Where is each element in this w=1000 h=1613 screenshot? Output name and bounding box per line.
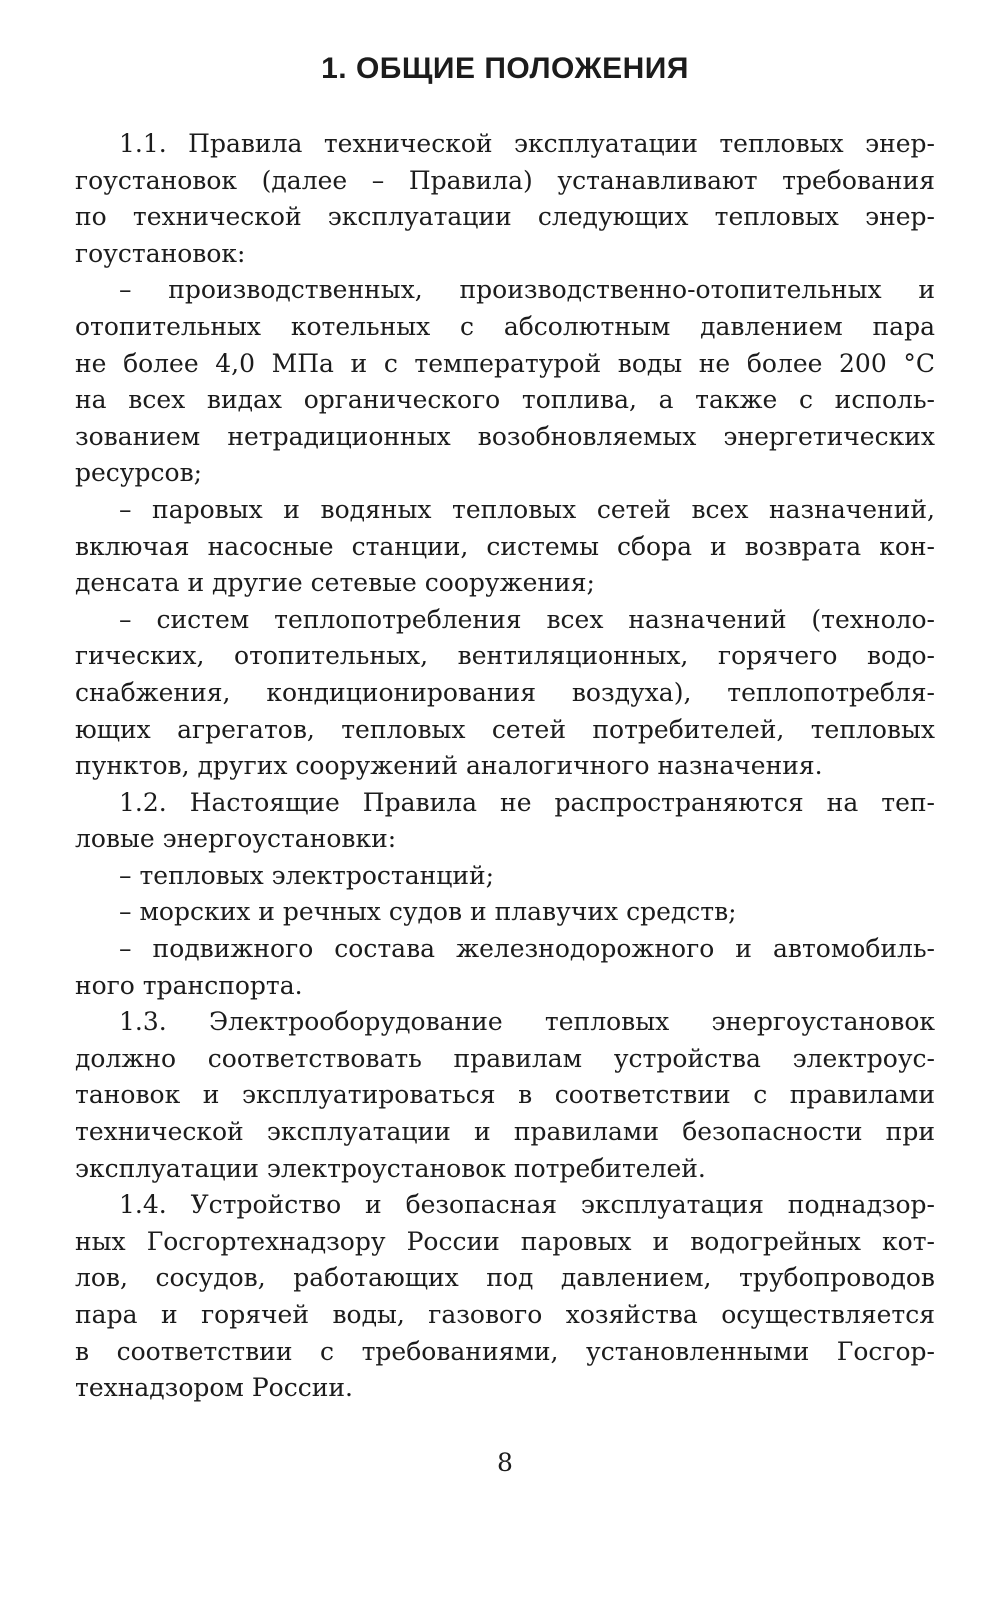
text-line: технической эксплуатации и правилами безопасности при bbox=[75, 1117, 935, 1147]
text-line: на всех видах органического топлива, а также с исполь- bbox=[75, 385, 935, 415]
text-line: гических, отопительных, вентиляционных, горячего водо- bbox=[75, 641, 935, 671]
text-line: ловые энергоустановки: bbox=[75, 824, 397, 854]
text-line: – тепловых электростанций; bbox=[119, 860, 495, 890]
text-line: 1.1. Правила технической эксплуатации тепловых энер- bbox=[119, 129, 935, 158]
text-line: должно соответствовать правилам устройства электроус- bbox=[75, 1043, 935, 1073]
text-line: ресурсов; bbox=[75, 458, 203, 488]
text-line: ного транспорта. bbox=[75, 970, 303, 1000]
page-number: 8 bbox=[497, 1448, 513, 1477]
text-line: – паровых и водяных тепловых сетей всех назначений, bbox=[119, 494, 935, 524]
text-line: гоустановок: bbox=[75, 238, 246, 268]
text-line: эксплуатации электроустановок потребителей. bbox=[75, 1153, 706, 1183]
text-line: пунктов, других сооружений аналогичного назначения. bbox=[75, 751, 823, 781]
text-line: ющих агрегатов, тепловых сетей потребителей, тепловых bbox=[75, 714, 935, 744]
text-line: – подвижного состава железнодорожного и автомобиль- bbox=[119, 934, 935, 964]
text-line: гоустановок (далее – Правила) устанавливают требования bbox=[75, 165, 935, 195]
text-line: включая насосные станции, системы сбора и возврата кон- bbox=[75, 531, 935, 561]
text-line: 1.4. Устройство и безопасная эксплуатация поднадзор- bbox=[119, 1190, 935, 1220]
text-line: денсата и другие сетевые сооружения; bbox=[75, 568, 595, 598]
section-heading: 1. ОБЩИЕ ПОЛОЖЕНИЯ bbox=[321, 52, 689, 85]
text-line: лов, сосудов, работающих под давлением, трубопроводов bbox=[75, 1263, 935, 1293]
text-line: в соответствии с требованиями, установленными Госгор- bbox=[75, 1336, 935, 1366]
text-line: отопительных котельных с абсолютным давлением пара bbox=[75, 311, 935, 341]
text-line: – систем теплопотребления всех назначений (техноло- bbox=[119, 604, 935, 634]
text-line: не более 4,0 МПа и с температурой воды не более 200 °С bbox=[75, 348, 935, 378]
text-line: 1.3. Электрооборудование тепловых энергоустановок bbox=[119, 1007, 935, 1037]
text-line: ных Госгортехнадзору России паровых и водогрейных кот- bbox=[75, 1226, 935, 1256]
text-line: тановок и эксплуатироваться в соответствии с правилами bbox=[75, 1080, 935, 1110]
text-line: снабжения, кондиционирования воздуха), теплопотребля- bbox=[75, 677, 935, 707]
document-page bbox=[75, 0, 935, 1613]
text-line: – производственных, производственно-отопительных и bbox=[119, 275, 935, 305]
text-line: по технической эксплуатации следующих тепловых энер- bbox=[75, 202, 935, 232]
text-line: 1.2. Настоящие Правила не распространяются на теп- bbox=[119, 787, 935, 817]
text-line: зованием нетрадиционных возобновляемых энергетических bbox=[75, 421, 935, 451]
text-line: пара и горячей воды, газового хозяйства осуществляется bbox=[75, 1300, 935, 1329]
text-line: технадзором России. bbox=[75, 1373, 353, 1403]
body-text bbox=[75, 126, 935, 1407]
text-line: – морских и речных судов и плавучих средств; bbox=[119, 897, 737, 927]
